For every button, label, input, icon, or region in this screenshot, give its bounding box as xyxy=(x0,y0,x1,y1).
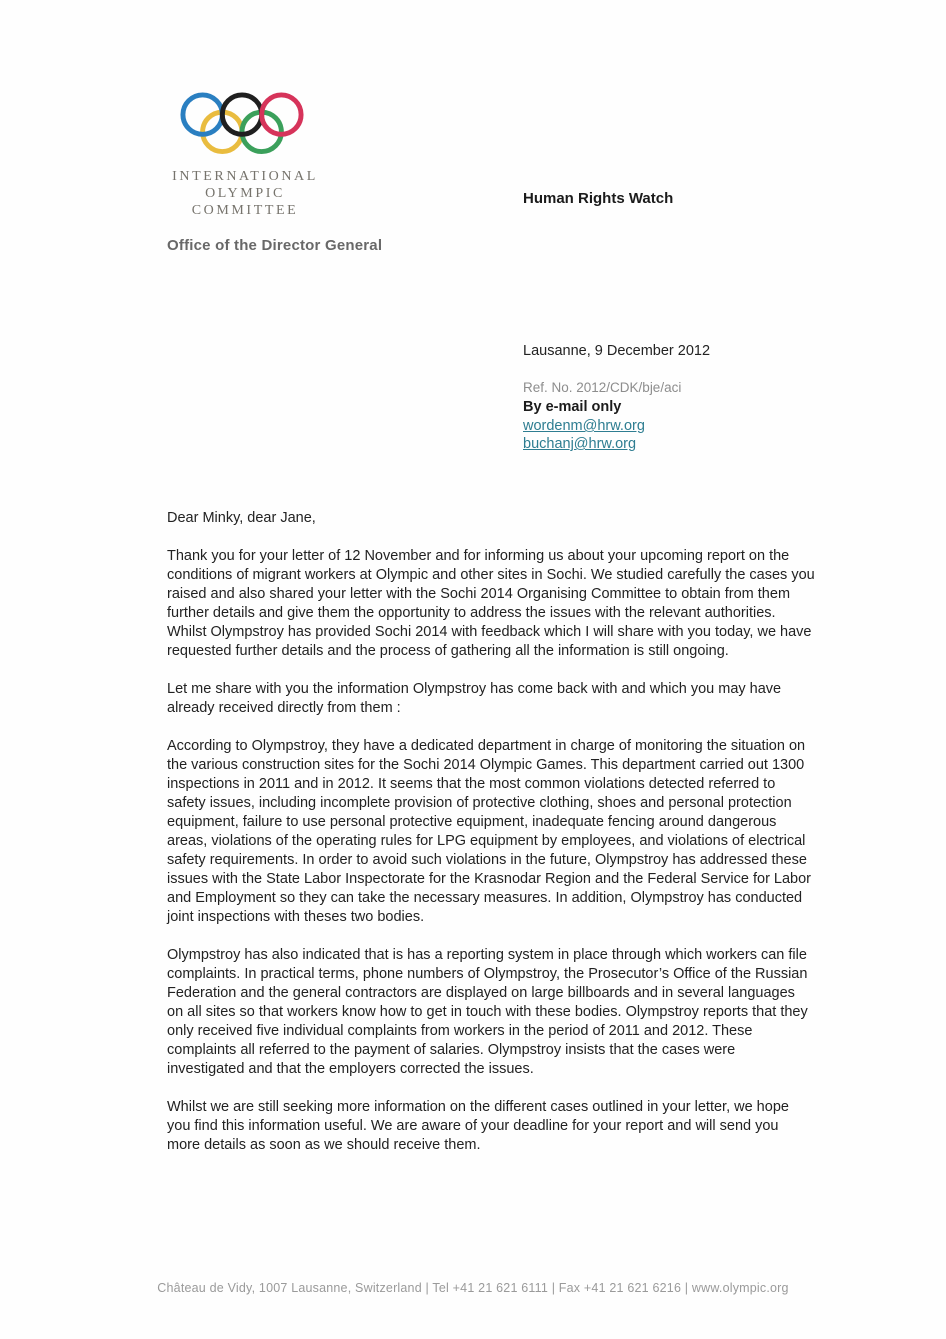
ioc-wordmark-line2: OLYMPIC xyxy=(205,186,285,201)
ioc-wordmark-line3: COMMITTEE xyxy=(191,203,299,218)
olympic-rings-icon xyxy=(178,90,306,154)
paragraph-5: Whilst we are still seeking more information on the different cases outlined in your letter, we hope you find this information useful. We are aware of your deadline for your report and will send you more details as soon as we should receive them. xyxy=(167,1099,789,1153)
office-title: Office of the Director General xyxy=(167,237,383,254)
paragraph-3: According to Olympstroy, they have a dedicated department in charge of monitoring the situation on the various construction sites for the Sochi 2014 Olympic Games. This department carried out 1300 inspections in 2011 and in 2012. It seems that the most common violations detected referred to safety issues, including incomplete provision of protective clothing, shoes and personal protection equipment, failure to use personal protective equipment, inadequate fencing around dangerous areas, violations of the operating rules for LPG equipment by employees, and violations of electrical safety requirements. In order to avoid such violations in the future, Olympstroy has addressed these issues with the State Labor Inspectorate for the Krasnodar Region and the Federal Service for Labor and Employment so they can take the necessary measures. In addition, Olympstroy has conducted joint inspections with theses two bodies. xyxy=(167,738,812,925)
footer-address: Château de Vidy, 1007 Lausanne, Switzerland | Tel +41 21 621 6111 | Fax +41 21 621 6216 | www.olympic.org xyxy=(157,1281,789,1295)
meta-block xyxy=(523,342,710,453)
recipient-name: Human Rights Watch xyxy=(523,190,674,207)
reference-number: Ref. No. 2012/CDK/bje/aci xyxy=(523,380,682,395)
email-link-buchanj[interactable]: buchanj@hrw.org xyxy=(523,436,637,452)
ioc-wordmark-line1: INTERNATIONAL xyxy=(172,169,318,184)
ioc-wordmark xyxy=(140,168,350,219)
letter-body xyxy=(167,509,815,1174)
email-link-wordenm[interactable]: wordenm@hrw.org xyxy=(523,418,645,434)
salutation: Dear Minky, dear Jane, xyxy=(167,510,316,526)
paragraph-2: Let me share with you the information Olympstroy has come back with and which you may have already received directly from them : xyxy=(167,681,782,716)
paragraph-1: Thank you for your letter of 12 November and for informing us about your upcoming report on the conditions of migrant workers at Olympic and other sites in Sochi. We studied carefully the cases you raised and also shared your letter with the Sochi 2014 Organising Committee to obtain from them further details and give them the opportunity to address the issues with the relevant authorities. Whilst Olympstroy has provided Sochi 2014 with feedback which I will share with you today, we have requested further details and the process of gathering all the information is still ongoing. xyxy=(167,548,815,659)
delivery-method: By e-mail only xyxy=(523,399,622,415)
date-line: Lausanne, 9 December 2012 xyxy=(523,343,711,359)
paragraph-4: Olympstroy has also indicated that is has a reporting system in place through which workers can file complaints. In practical terms, phone numbers of Olympstroy, the Prosecutor’s Office of the Russian Federation and the general contractors are displayed on large billboards and in several languages on all sites so that workers know how to get in touch with these bodies. Olympstroy reports that they only received five individual complaints from workers in the period of 2011 and 2012. These complaints all referred to the payment of salaries. Olympstroy insists that the cases were investigated and that the employers corrected the issues. xyxy=(167,947,808,1077)
